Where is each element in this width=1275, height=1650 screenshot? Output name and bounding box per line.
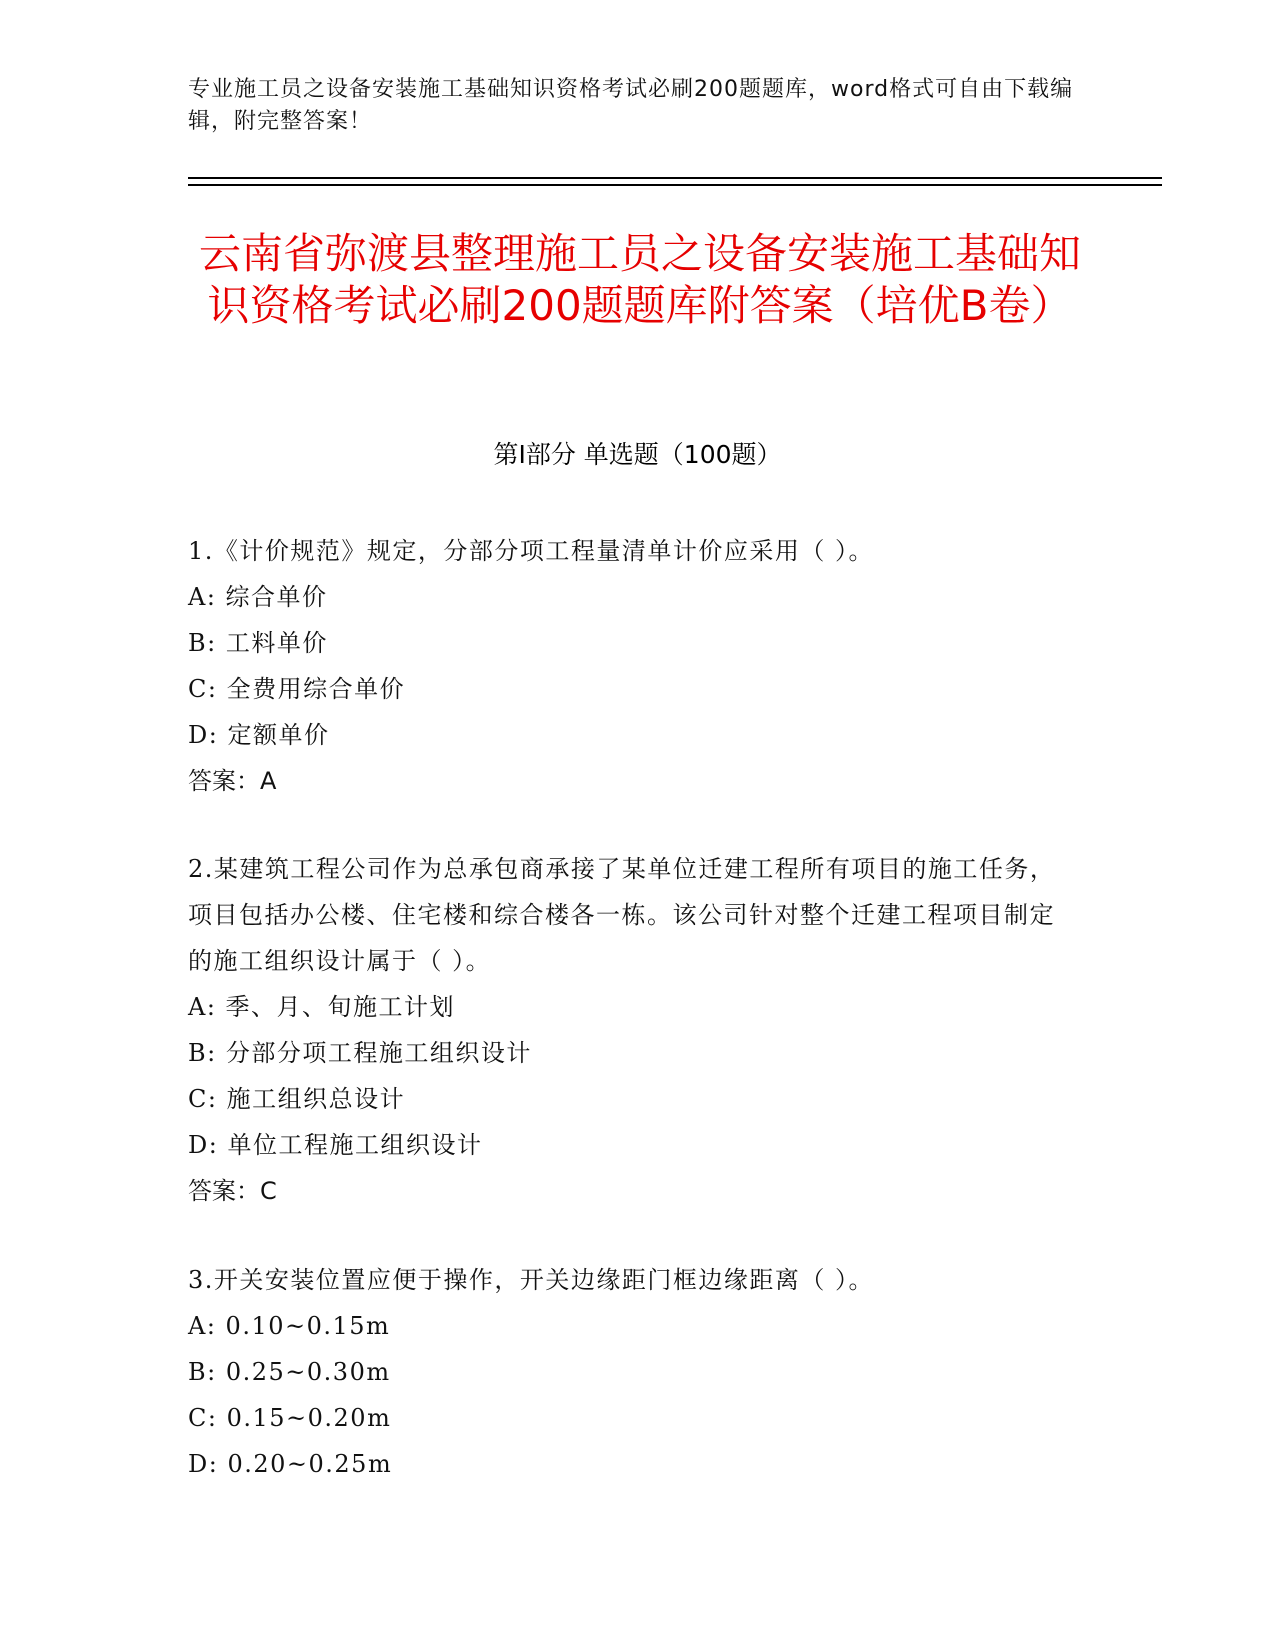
- option-c: C: 全费用综合单价: [188, 675, 406, 703]
- option-a: A: 季、月、旬施工计划: [188, 993, 456, 1021]
- question-1: [188, 528, 1068, 804]
- answer: 答案：C: [188, 1177, 277, 1205]
- question-text: 3.开关安装位置应便于操作，开关边缘距门框边缘距离（ ）。: [188, 1266, 875, 1294]
- header-divider-bottom: [188, 184, 1162, 186]
- header-divider-top: [188, 177, 1162, 179]
- option-d: D: 0.20~0.25m: [188, 1450, 393, 1478]
- question-2: [188, 846, 1068, 1214]
- option-c: C: 0.15~0.20m: [188, 1404, 392, 1432]
- header-note: 专业施工员之设备安装施工基础知识资格考试必刷200题题库，word格式可自由下载编辑，附完整答案！: [188, 77, 1074, 134]
- answer: 答案：A: [188, 767, 277, 795]
- option-a: A: 综合单价: [188, 583, 328, 611]
- question-text: 1.《计价规范》规定，分部分项工程量清单计价应采用（ ）。: [188, 537, 875, 565]
- question-3: [188, 1257, 1068, 1487]
- option-b: B: 0.25~0.30m: [188, 1358, 391, 1386]
- option-b: B: 分部分项工程施工组织设计: [188, 1039, 532, 1067]
- question-text: 2.某建筑工程公司作为总承包商承接了某单位迁建工程所有项目的施工任务，项目包括办公楼、住宅楼和综合楼各一栋。该公司针对整个迁建工程项目制定的施工组织设计属于（ ）。: [188, 855, 1056, 975]
- option-b: B: 工料单价: [188, 629, 328, 657]
- option-d: D: 单位工程施工组织设计: [188, 1131, 483, 1159]
- document-title: 云南省弥渡县整理施工员之设备安装施工基础知识资格考试必刷200题题库附答案（培优B卷）: [198, 229, 1081, 330]
- option-c: C: 施工组织总设计: [188, 1085, 406, 1113]
- option-d: D: 定额单价: [188, 721, 330, 749]
- section-heading: 第Ⅰ部分 单选题（100题）: [493, 440, 782, 469]
- option-a: A: 0.10~0.15m: [188, 1312, 391, 1340]
